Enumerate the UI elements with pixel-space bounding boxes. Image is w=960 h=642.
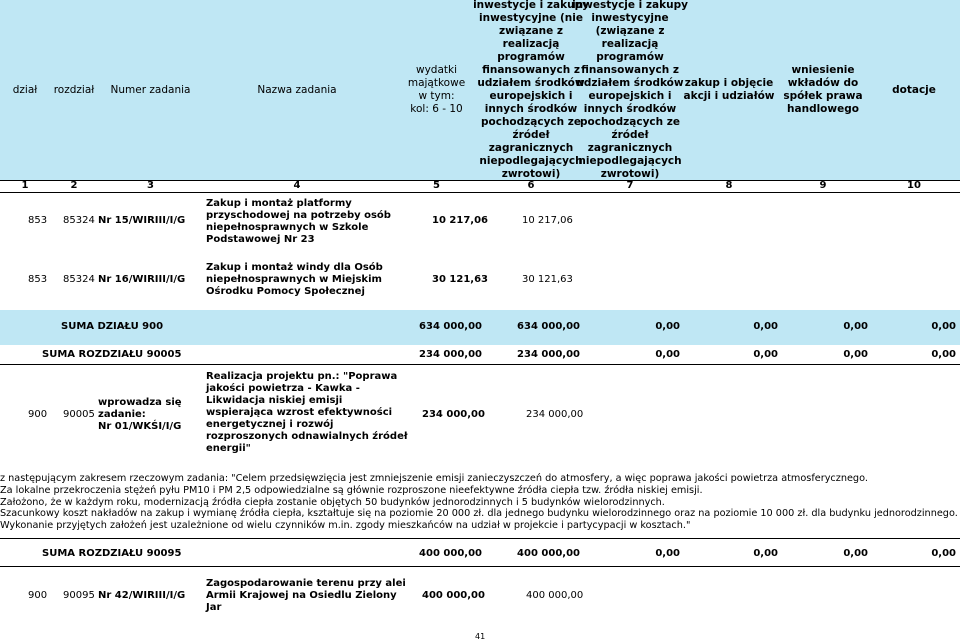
text-line: wniesienie bbox=[791, 64, 855, 76]
text-line: w tym: bbox=[418, 90, 455, 102]
col-number: 8 bbox=[725, 180, 733, 191]
suma-rozdzialu-90095-value: 400 000,00 bbox=[419, 548, 482, 559]
suma-rozdzialu-90095-label: SUMA ROZDZIAŁU 90095 bbox=[42, 548, 182, 559]
description-line: Założono, że w każdym roku, modernizacją źródła ciepła zostanie objętych 50 budynków jednorodzinnych i 5 budynków wielorodzinnych. bbox=[0, 496, 665, 508]
row3-rozdzial: 90005 bbox=[63, 409, 95, 420]
text-line: Zakup i montaż windy dla Osób bbox=[206, 262, 383, 273]
text-line: innych środków bbox=[484, 103, 578, 115]
text-line: inwestycje i zakupy bbox=[572, 0, 688, 11]
text-line: przyschodowej na potrzeby osób bbox=[206, 210, 391, 221]
row4-numer: Nr 42/WIRIII/I/G bbox=[98, 590, 186, 601]
suma-dzialu-value: 0,00 bbox=[843, 321, 868, 332]
row3-dzial: 900 bbox=[28, 409, 48, 420]
divider bbox=[0, 538, 960, 539]
row3-numer bbox=[98, 397, 182, 433]
row4-wydatki: 400 000,00 bbox=[422, 590, 485, 601]
text-line: realizacją bbox=[502, 38, 560, 50]
text-line: niepełnosprawnych w Szkole bbox=[206, 222, 369, 233]
suma-dzialu-value: 634 000,00 bbox=[517, 321, 580, 332]
text-line: niepodlegających bbox=[578, 155, 682, 167]
text-line: zakup i objęcie bbox=[684, 77, 774, 89]
text-line: zadanie: bbox=[98, 409, 146, 420]
col-dzial-header: dział bbox=[12, 83, 38, 96]
col-number: 10 bbox=[907, 180, 921, 191]
text-line: zwrotowi) bbox=[501, 168, 561, 180]
row4-nazwa bbox=[206, 578, 406, 614]
text-line: Zagospodarowanie terenu przy alei bbox=[206, 578, 406, 589]
text-line: wydatki bbox=[415, 64, 457, 76]
text-line: źródeł bbox=[512, 129, 550, 141]
suma-rozdzialu-90095-value: 0,00 bbox=[655, 548, 680, 559]
text-line: niepodlegających bbox=[479, 155, 583, 167]
divider bbox=[0, 566, 960, 567]
text-line: wspierająca wzrost efektywności bbox=[206, 407, 393, 418]
suma-dzialu-label: SUMA DZIAŁU 900 bbox=[61, 321, 164, 332]
text-line: handlowego bbox=[787, 103, 859, 115]
divider bbox=[0, 364, 960, 365]
text-line: programów bbox=[596, 51, 664, 63]
row2-numer: Nr 16/WIRIII/I/G bbox=[98, 274, 186, 285]
text-line: Nr 01/WKŚI/I/G bbox=[98, 421, 182, 432]
col-number: 1 bbox=[21, 180, 29, 191]
row4-dzial: 900 bbox=[28, 590, 48, 601]
text-line: udziałem środków bbox=[576, 77, 684, 89]
col-number: 4 bbox=[293, 180, 301, 191]
zakres-rzeczowy-description bbox=[0, 473, 960, 532]
text-line: majątkowe bbox=[407, 77, 466, 89]
col-number: 6 bbox=[527, 180, 535, 191]
text-line: spółek prawa bbox=[783, 90, 863, 102]
row4-inwestycje: 400 000,00 bbox=[526, 590, 584, 601]
col-wydatki-header bbox=[391, 0, 482, 180]
suma-dzialu-value: 0,00 bbox=[655, 321, 680, 332]
row2-rozdzial: 85324 bbox=[63, 274, 95, 285]
suma-rozdzialu-90005-value: 0,00 bbox=[655, 349, 680, 360]
text-line: Ośrodku Pomocy Społecznej bbox=[206, 286, 365, 297]
description-line: Za lokalne przekroczenia stężeń pyłu PM10 i PM 2,5 odpowiedzialne są głównie rozproszone nieefektywne źródła ciepła tzw. źródła niskiej emisji. bbox=[0, 484, 703, 496]
row2-dzial: 853 bbox=[28, 274, 48, 285]
text-line: innych środków bbox=[583, 103, 677, 115]
text-line: Podstawowej Nr 23 bbox=[206, 234, 315, 245]
col-number: 7 bbox=[626, 180, 634, 191]
suma-dzialu-value: 634 000,00 bbox=[419, 321, 482, 332]
row3-wydatki: 234 000,00 bbox=[422, 409, 485, 420]
text-line: źródeł bbox=[611, 129, 649, 141]
row1-inwestycje: 10 217,06 bbox=[522, 215, 573, 226]
suma-rozdzialu-90005-label: SUMA ROZDZIAŁU 90005 bbox=[42, 349, 182, 360]
row1-nazwa bbox=[206, 198, 391, 246]
text-line: rozproszonych odnawialnych źródeł bbox=[206, 431, 408, 442]
text-line: niepełnosprawnych w Miejskim bbox=[206, 274, 382, 285]
text-line: Likwidacja niskiej emisji bbox=[206, 395, 343, 406]
col-number: 2 bbox=[70, 180, 78, 191]
col-number: 3 bbox=[147, 180, 154, 191]
text-line: pochodzących ze bbox=[580, 116, 681, 128]
text-line: kol: 6 - 10 bbox=[410, 103, 463, 115]
suma-rozdzialu-90005-value: 234 000,00 bbox=[419, 349, 482, 360]
suma-dzialu-value: 0,00 bbox=[931, 321, 956, 332]
row4-rozdzial: 90095 bbox=[63, 590, 95, 601]
text-line: europejskich i bbox=[588, 90, 672, 102]
divider bbox=[0, 192, 960, 193]
row2-inwestycje: 30 121,63 bbox=[522, 274, 573, 285]
suma-rozdzialu-90095-value: 0,00 bbox=[753, 548, 778, 559]
col-dotacje-header: dotacje bbox=[892, 83, 936, 96]
text-line: zagranicznych bbox=[587, 142, 673, 154]
text-line: inwestycje i zakupy bbox=[473, 0, 589, 11]
col-number: 5 bbox=[433, 180, 440, 191]
text-line: wkładów do bbox=[787, 77, 859, 89]
col-zakup-header bbox=[680, 0, 778, 180]
text-line: związane z bbox=[498, 25, 564, 37]
suma-rozdzialu-90095-value: 0,00 bbox=[931, 548, 956, 559]
suma-rozdzialu-90095-value: 0,00 bbox=[843, 548, 868, 559]
row2-wydatki: 30 121,63 bbox=[432, 274, 488, 285]
text-line: Armii Krajowej na Osiedlu Zielony bbox=[206, 590, 397, 601]
row1-numer: Nr 15/WIRIII/I/G bbox=[98, 215, 186, 226]
col-inwestycje-nie-header bbox=[473, 0, 589, 180]
description-line: z następującym zakresem rzeczowym zadania: "Celem przedsięwzięcia jest zmniejszenie emisji zanieczyszczeń do atmosfery, a więc poprawa jakości powietrza atmosferycznego. bbox=[0, 473, 868, 484]
col-rozdzial-header: rozdział bbox=[53, 83, 95, 96]
text-line: wprowadza się bbox=[98, 397, 182, 408]
suma-rozdzialu-90005-value: 234 000,00 bbox=[517, 349, 580, 360]
suma-rozdzialu-90005-value: 0,00 bbox=[753, 349, 778, 360]
suma-rozdzialu-90005-value: 0,00 bbox=[931, 349, 956, 360]
suma-rozdzialu-90005-value: 0,00 bbox=[843, 349, 868, 360]
col-number: 9 bbox=[819, 180, 827, 191]
suma-rozdzialu-90095-value: 400 000,00 bbox=[517, 548, 580, 559]
text-line: energii" bbox=[206, 443, 251, 454]
text-line: europejskich i bbox=[489, 90, 573, 102]
text-line: (związane z bbox=[595, 25, 665, 37]
suma-dzialu-value: 0,00 bbox=[753, 321, 778, 332]
page-number: 41 bbox=[475, 632, 486, 641]
text-line: zwrotowi) bbox=[600, 168, 660, 180]
text-line: Jar bbox=[206, 602, 222, 613]
text-line: akcji i udziałów bbox=[683, 90, 775, 102]
text-line: pochodzących ze bbox=[481, 116, 582, 128]
text-line: inwestycyjne (nie bbox=[479, 12, 583, 24]
row1-rozdzial: 85324 bbox=[63, 215, 95, 226]
col-inwestycje-tak-header bbox=[572, 0, 688, 180]
text-line: Realizacja projektu pn.: "Poprawa bbox=[206, 371, 398, 382]
text-line: programów bbox=[497, 51, 565, 63]
row1-dzial: 853 bbox=[28, 215, 48, 226]
text-line: inwestycyjne bbox=[591, 12, 669, 24]
text-line: Zakup i montaż platformy bbox=[206, 198, 352, 209]
row1-wydatki: 10 217,06 bbox=[432, 215, 488, 226]
description-line: Szacunkowy koszt nakładów na zakup i wymianę źródła ciepła, kształtuje się na poziomie 20 000 zł. dla jednego budynku wielorodzinnego oraz na poziomie 10 000 zł. dla budynku jednorodzinnego. bbox=[0, 508, 958, 520]
text-line: zagranicznych bbox=[488, 142, 574, 154]
row3-nazwa bbox=[206, 371, 408, 455]
description-line: Wykonanie przyjętych założeń jest uzależnione od wielu czynników m.in. zgody mieszkańców na udział w projekcie i partycypacji w kosztach." bbox=[0, 520, 691, 532]
row2-nazwa bbox=[206, 262, 383, 298]
text-line: realizacją bbox=[601, 38, 659, 50]
text-line: energetycznej i rozwój bbox=[206, 419, 334, 430]
col-numer-header: Numer zadania bbox=[110, 83, 191, 96]
col-nazwa-header: Nazwa zadania bbox=[257, 83, 337, 96]
row3-inwestycje: 234 000,00 bbox=[526, 409, 584, 420]
col-wniesienie-header bbox=[778, 0, 868, 180]
text-line: finansowanych z bbox=[581, 64, 679, 76]
text-line: jakości powietrza - Kawka - bbox=[206, 383, 360, 394]
text-line: finansowanych z bbox=[482, 64, 580, 76]
text-line: udziałem środków bbox=[477, 77, 585, 89]
